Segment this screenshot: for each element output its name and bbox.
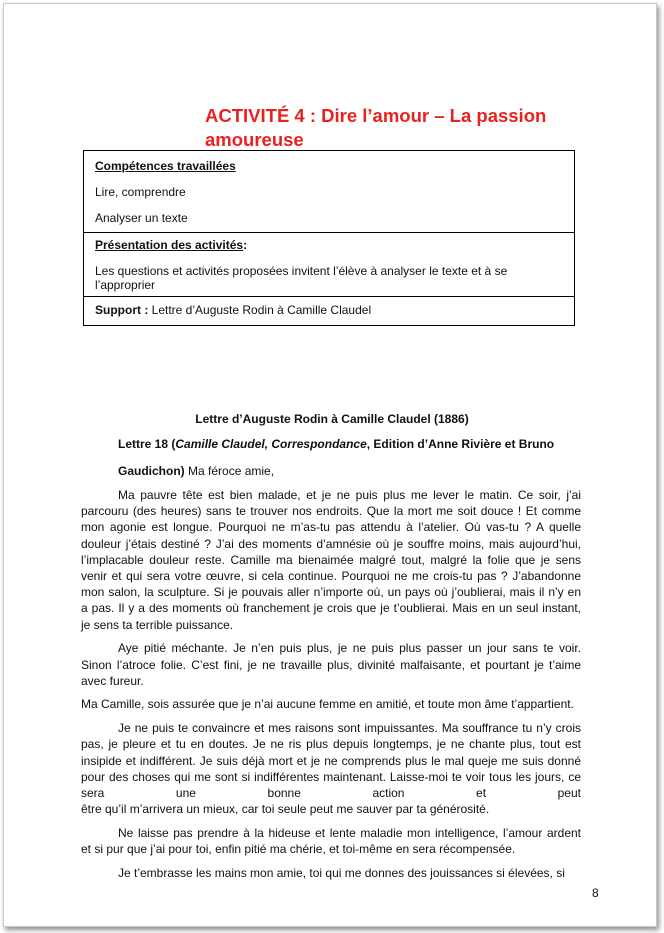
activity-title: ACTIVITÉ 4 : Dire l’amour – La passion amoureuse xyxy=(205,105,547,150)
competences-section xyxy=(84,151,574,233)
letter-ref-continuation: Gaudichon) xyxy=(118,464,185,478)
letter-line: venir et qui sera votre œuvre, si cela continue. Pourquoi ne me crois-tu pas ? J’abandonne xyxy=(81,569,581,584)
presentation-text-line: Les questions et activités proposées invitent l’élève à analyser le texte et à se xyxy=(95,264,508,278)
letter-paragraph xyxy=(81,825,581,857)
letter-line: Aye pitié méchante. Je n’en puis plus, je ne puis plus passer un jour sans te voir. xyxy=(118,641,581,656)
letter-paragraph xyxy=(81,487,581,633)
letter-line: pas, je pleure et tu en doutes. Je ne ris plus depuis longtemps, je ne chante plus, tout est xyxy=(81,737,581,752)
letter-line: mon salon, la sculpture. Si je pouvais aller n’importe où, un pays où j’oublierai, mais il n’y en xyxy=(81,585,581,600)
salutation: Ma féroce amie, xyxy=(184,464,275,478)
letter-paragraph xyxy=(81,720,581,817)
letter-line: a pas. Il y a des moments où franchement je crois que je t’oublierai. Mais en un seul instant, xyxy=(81,601,581,616)
support-value: Lettre d’Auguste Rodin à Camille Claudel xyxy=(148,303,372,317)
salutation-line xyxy=(118,464,274,478)
presentation-colon: : xyxy=(243,238,248,252)
letter-paragraph xyxy=(81,640,581,689)
letter-line: Sinon l’atroce folie. C’est fini, je ne travaille plus, divinité malfaisante, et pourtant je t’aime xyxy=(81,657,581,672)
letter-line: avec fureur. xyxy=(81,673,144,688)
letter-paragraph xyxy=(81,865,581,881)
letter-ref-italic: Camille Claudel, Correspondance xyxy=(175,437,367,451)
article-title: Lettre d’Auguste Rodin à Camille Claudel (1886) xyxy=(195,412,469,426)
letter-paragraph xyxy=(81,696,581,712)
letter-line: douleur j’étais destiné ? J’ai des moments d’amnésie où je souffre moins, mais aujourd’hui, xyxy=(81,536,581,551)
letter-line: Je t’embrasse les mains mon amie, toi qui me donnes des jouissances si élevées, si xyxy=(118,865,565,880)
letter-line: insipide et indifférent. Je suis déjà mort et je ne comprends plus le mal queje me suis donné xyxy=(81,753,581,768)
letter-line: être qu’il m’arrivera un mieux, car toi seule peut me sauver par ta générosité. xyxy=(81,802,490,817)
competence-item: Analyser un texte xyxy=(95,211,188,225)
support-label: Support : xyxy=(95,303,149,317)
letter-line: Ne laisse pas prendre à la hideuse et lente maladie mon intelligence, l’amour ardent xyxy=(118,825,581,840)
letter-line: mon agonie est longue. Pourquoi ne m’as-tu pas attendu à l’atelier. Où vas-tu ? A quelle xyxy=(81,520,581,535)
letter-ref-start: Lettre 18 ( xyxy=(118,437,176,451)
letter-reference xyxy=(118,437,554,451)
letter-ref-end: , Edition d’Anne Rivière et Bruno xyxy=(366,437,555,451)
competence-item: Lire, comprendre xyxy=(95,185,186,199)
letter-line: Ma Camille, sois assurée que je n’ai aucune femme en amitié, et toute mon âme t’appartient. xyxy=(81,697,574,712)
letter-line: parcouru (des heures) sans te trouver nos endroits. Que la mort me soit douce ! Et comme xyxy=(81,504,581,519)
letter-line: pour des choses qui me sont si indifférentes maintenant. Laisse-moi te voir tous les jours, ce xyxy=(81,769,581,784)
letter-line: Ma pauvre tête est bien malade, et je ne puis plus me lever le matin. Ce soir, j’ai xyxy=(118,488,581,502)
letter-line: je sens ta terrible puissance. xyxy=(81,617,234,632)
presentation-section xyxy=(84,233,574,297)
support-line xyxy=(95,303,562,317)
presentation-text-line: l’approprier xyxy=(95,278,156,292)
presentation-heading: Présentation des activités xyxy=(95,238,244,252)
letter-line: Je ne puis te convaincre et mes raisons sont impuissantes. Ma souffrance tu n’y crois xyxy=(118,721,581,736)
letter-line: sera une bonne action et peut xyxy=(81,785,581,800)
support-section xyxy=(84,297,574,324)
activity-info-box xyxy=(83,150,575,326)
letter-line: et si pur que j’ai pour toi, enfin pitié ma chérie, et toi-même en sera récompensée. xyxy=(81,842,516,857)
presentation-heading-wrap xyxy=(95,238,247,252)
letter-line: l’implacable douleur reste. Camille ma bienaimée malgré tout, malgré la folie que je sens xyxy=(81,552,581,567)
competences-heading: Compétences travaillées xyxy=(95,159,236,173)
letter-body xyxy=(81,487,581,888)
page-number: 8 xyxy=(592,886,599,900)
